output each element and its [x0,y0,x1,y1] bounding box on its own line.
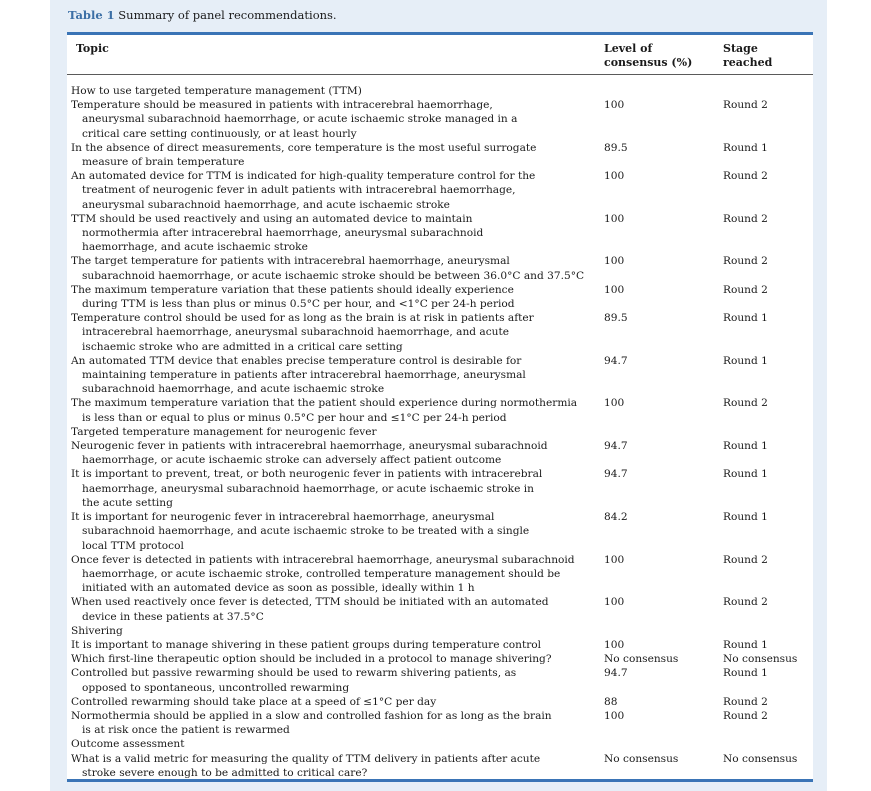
topic-cell [71,439,581,467]
table-section-row [67,425,813,439]
topic-line: It is important to manage shivering in these patient groups during temperature control [71,638,542,651]
topic-line: haemorrhage, or acute ischaemic stroke, controlled temperature management should be [82,567,561,580]
topic-line: normothermia after intracerebral haemorrhage, aneurysmal subarachnoid [82,227,484,240]
table-row [67,595,813,623]
topic-cell [71,354,581,397]
topic-cell [71,254,585,282]
table-caption-text: Summary of panel recommendations. [118,8,337,22]
table-row [67,396,813,424]
stage-cell: No consensus [723,653,798,666]
consensus-cell: 94.7 [604,468,628,481]
consensus-cell: 84.2 [604,511,628,524]
topic-line: Normothermia should be applied in a slow and controlled fashion for as long as the brain [71,709,552,722]
topic-cell [71,212,581,255]
topic-cell [71,510,581,553]
table-row [67,510,813,553]
stage-cell: Round 1 [723,354,768,367]
consensus-cell: 94.7 [604,667,628,680]
header-stage-line-2: reached [723,55,773,69]
consensus-cell: No consensus [604,752,679,765]
consensus-cell: 100 [604,638,625,651]
topic-line: The target temperature for patients with intracerebral haemorrhage, aneurysmal [71,255,510,268]
consensus-cell: 100 [604,255,625,268]
header-stage-line-1: Stage [723,42,758,55]
topic-line: Which first-line therapeutic option should be included in a protocol to manage shivering? [71,653,552,666]
table-body [67,84,813,780]
topic-line: local TTM protocol [82,539,184,552]
table-row [67,666,813,694]
topic-cell [71,695,581,709]
header-consensus [604,42,692,69]
topic-line: Once fever is detected in patients with intracerebral haemorrhage, aneurysmal subarachnoid [71,553,575,566]
topic-line: maintaining temperature in patients after intracerebral haemorrhage, aneurysmal [82,369,526,382]
table-caption-label: Table 1 [68,8,115,22]
stage-cell: Round 1 [723,667,768,680]
topic-line: Controlled but passive rewarming should be used to rewarm shivering patients, as [71,667,517,680]
document-page [50,0,827,791]
table-row [67,254,813,282]
topic-cell [71,283,581,311]
stage-cell: Round 1 [723,141,768,154]
stage-cell: No consensus [723,752,798,765]
topic-cell [71,98,581,141]
consensus-cell: 94.7 [604,440,628,453]
stage-cell: Round 2 [723,255,768,268]
topic-line: subarachnoid haemorrhage, and acute ischaemic stroke [82,383,385,396]
topic-line: When used reactively once fever is detected, TTM should be initiated with an automated [71,596,549,609]
topic-line: initiated with an automated device as soon as possible, ideally within 1 h [82,582,475,595]
topic-line: ischaemic stroke who are admitted in a critical care setting [82,340,403,353]
table-row [67,553,813,596]
table-row [67,752,813,780]
topic-cell [71,638,581,652]
topic-line: device in these patients at 37.5°C [82,610,264,623]
topic-line: treatment of neurogenic fever in adult patients with intracerebral haemorrhage, [82,184,516,197]
topic-cell [71,595,581,623]
stage-cell: Round 1 [723,312,768,325]
stage-cell: Round 2 [723,553,768,566]
topic-line: An automated device for TTM is indicated for high-quality temperature control for the [71,170,536,183]
consensus-cell: 100 [604,709,625,722]
topic-line: It is important to prevent, treat, or both neurogenic fever in patients with intracerebral [71,468,543,481]
topic-line: subarachnoid haemorrhage, or acute ischaemic stroke should be between 36.0°C and 37.5°C [82,269,585,282]
consensus-cell: 100 [604,596,625,609]
topic-line: Temperature should be measured in patients with intracerebral haemorrhage, [71,99,493,112]
topic-line: Controlled rewarming should take place at a speed of ≤1°C per day [71,695,437,708]
consensus-cell: 100 [604,99,625,112]
table-row [67,695,813,709]
stage-cell: Round 2 [723,596,768,609]
consensus-cell: 94.7 [604,354,628,367]
stage-cell: Round 2 [723,709,768,722]
stage-cell: Round 1 [723,638,768,651]
recommendations-table [67,32,813,782]
table-row [67,467,813,510]
topic-line: Shivering [71,624,123,637]
consensus-cell: 100 [604,397,625,410]
stage-cell: Round 2 [723,170,768,183]
topic-line: haemorrhage, and acute ischaemic stroke [82,241,308,254]
table-row [67,652,813,666]
topic-line: The maximum temperature variation that these patients should ideally experience [71,283,514,296]
consensus-cell: 100 [604,283,625,296]
topic-line: Targeted temperature management for neurogenic fever [71,425,377,438]
topic-cell [71,311,581,354]
section-heading [71,425,581,439]
header-topic: Topic [76,42,109,55]
table-header-row [67,35,813,75]
topic-line: is at risk once the patient is rewarmed [82,724,290,737]
table-caption [68,8,337,22]
table-row [67,638,813,652]
table-row [67,354,813,397]
topic-line: haemorrhage, or acute ischaemic stroke can adversely affect patient outcome [82,454,502,467]
topic-line: The maximum temperature variation that the patient should experience during normothermia [71,397,578,410]
table-row [67,169,813,212]
stage-cell: Round 2 [723,397,768,410]
topic-line: measure of brain temperature [82,156,245,169]
topic-line: haemorrhage, aneurysmal subarachnoid haemorrhage, or acute ischaemic stroke in [82,482,534,495]
topic-cell [71,467,581,510]
table-section-row [67,84,813,98]
section-heading [71,84,581,98]
section-heading [71,737,581,751]
stage-cell: Round 2 [723,99,768,112]
table-row [67,98,813,141]
topic-line: Outcome assessment [71,738,185,751]
topic-line: Temperature control should be used for as long as the brain is at risk in patients after [71,312,534,325]
consensus-cell: No consensus [604,653,679,666]
topic-line: intracerebral haemorrhage, aneurysmal subarachnoid haemorrhage, and acute [82,326,510,339]
topic-line: Neurogenic fever in patients with intracerebral haemorrhage, aneurysmal subarachnoid [71,440,548,453]
topic-cell [71,752,581,780]
topic-cell [71,553,581,596]
topic-line: In the absence of direct measurements, core temperature is the most useful surrogate [71,141,537,154]
topic-line: critical care setting continuously, or at least hourly [82,127,357,140]
topic-line: TTM should be used reactively and using an automated device to maintain [71,212,473,225]
stage-cell: Round 1 [723,440,768,453]
topic-line: An automated TTM device that enables precise temperature control is desirable for [71,354,522,367]
topic-line: How to use targeted temperature management (TTM) [71,85,362,97]
consensus-cell: 88 [604,695,618,708]
header-consensus-line-2: consensus (%) [604,55,693,69]
section-heading [71,624,581,638]
table-row [67,709,813,737]
header-consensus-line-1: Level of [604,42,653,55]
topic-cell [71,709,581,737]
stage-cell: Round 2 [723,695,768,708]
stage-cell: Round 1 [723,468,768,481]
table-row [67,141,813,169]
table-row [67,439,813,467]
table-row [67,283,813,311]
consensus-cell: 100 [604,553,625,566]
consensus-cell: 100 [604,212,625,225]
topic-line: It is important for neurogenic fever in intracerebral haemorrhage, aneurysmal [71,511,495,524]
table-section-row [67,737,813,751]
header-stage [723,42,772,69]
topic-cell [71,666,581,694]
topic-line: What is a valid metric for measuring the quality of TTM delivery in patients after acute [71,752,541,765]
topic-line: opposed to spontaneous, uncontrolled rewarming [82,681,350,694]
consensus-cell: 89.5 [604,312,628,325]
table-row [67,311,813,354]
topic-line: the acute setting [82,496,173,509]
stage-cell: Round 1 [723,511,768,524]
topic-cell [71,141,581,169]
stage-cell: Round 2 [723,212,768,225]
topic-line: during TTM is less than plus or minus 0.5°C per hour, and <1°C per 24-h period [82,298,515,311]
consensus-cell: 89.5 [604,141,628,154]
topic-line: stroke severe enough to be admitted to critical care? [82,766,368,779]
topic-cell [71,396,581,424]
consensus-cell: 100 [604,170,625,183]
topic-line: aneurysmal subarachnoid haemorrhage, or acute ischaemic stroke managed in a [82,113,518,126]
topic-cell [71,652,581,666]
table-row [67,212,813,255]
table-section-row [67,624,813,638]
topic-line: subarachnoid haemorrhage, and acute ischaemic stroke to be treated with a single [82,525,530,538]
topic-line: aneurysmal subarachnoid haemorrhage, and acute ischaemic stroke [82,198,450,211]
topic-line: is less than or equal to plus or minus 0.5°C per hour and ≤1°C per 24-h period [82,411,507,424]
topic-cell [71,169,581,212]
stage-cell: Round 2 [723,283,768,296]
